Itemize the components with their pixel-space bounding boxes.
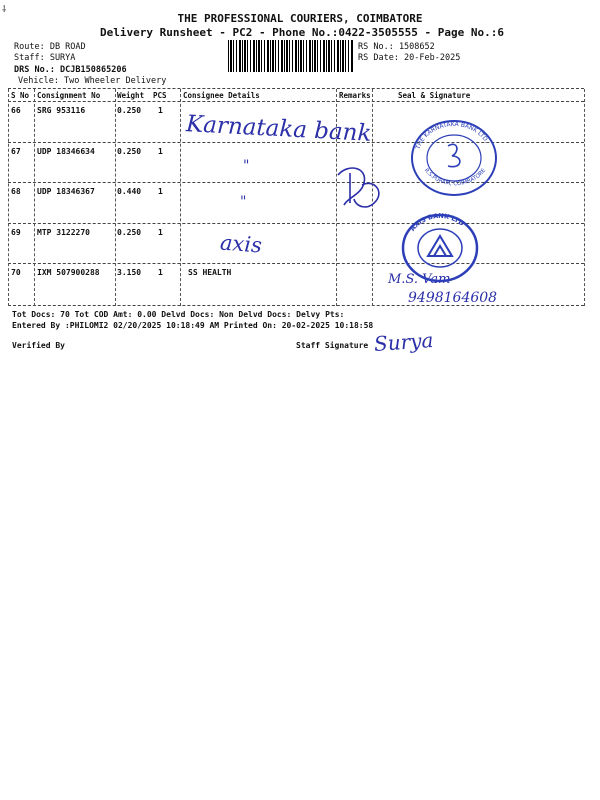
col-header-pcs: PCS xyxy=(153,91,167,100)
row-sno: 67 xyxy=(11,147,21,156)
axis-bank-stamp xyxy=(400,212,480,284)
rs-number: RS No.: 1508652 xyxy=(358,42,435,52)
verified-by-label: Verified By xyxy=(12,341,65,350)
staff-signature-handwritten: Surya xyxy=(373,327,435,357)
table-header-rule xyxy=(8,101,584,102)
entered-line: Entered By :PHILOMI2 02/20/2025 10:18:49 AM Printed On: 20-02-2025 10:18:58 xyxy=(12,321,374,330)
rs-date: RS Date: 20-Feb-2025 xyxy=(358,53,461,63)
row-consignment: SRG 953116 xyxy=(37,106,86,115)
row-consignment: UDP 18346634 xyxy=(37,147,95,156)
signature-scribble xyxy=(328,155,390,217)
row-sno: 66 xyxy=(11,106,21,115)
row-pcs: 1 xyxy=(158,106,163,115)
row-pcs: 1 xyxy=(158,228,163,237)
row-sno: 70 xyxy=(11,268,21,277)
row-weight: 0.440 xyxy=(117,187,142,196)
row-consignment: UDP 18346367 xyxy=(37,187,95,196)
table-bottom-rule xyxy=(8,305,584,306)
col-header-weight: Weight xyxy=(117,91,145,100)
barcode xyxy=(228,40,354,72)
col-header-remarks: Remarks xyxy=(339,91,371,100)
row-pcs: 1 xyxy=(158,147,163,156)
row-weight: 0.250 xyxy=(117,147,142,156)
route-label: Route: DB ROAD xyxy=(14,42,86,52)
row-consignment: MTP 3122270 xyxy=(37,228,90,237)
col-header-consignee: Consignee Details xyxy=(183,91,260,100)
staff-label: Staff: SURYA xyxy=(14,53,76,63)
row-rule xyxy=(8,263,584,264)
handwritten-consignee: Karnataka bank xyxy=(185,111,373,147)
svg-text:THE KARNATAKA BANK LTD.: THE KARNATAKA BANK LTD. xyxy=(414,120,491,151)
handwritten-consignee: axis xyxy=(219,230,263,258)
row-pcs: 1 xyxy=(158,187,163,196)
bank-seal-stamp xyxy=(408,118,500,198)
row-rule xyxy=(8,223,584,224)
column-rule xyxy=(8,89,9,306)
totals-line: Tot Docs: 70 Tot COD Amt: 0.00 Delvd Docs: Non Delvd Docs: Delvy Pts: xyxy=(12,310,345,319)
page-subtitle: Delivery Runsheet - PC2 - Phone No.:0422-3505555 - Page No.:6 xyxy=(100,26,504,39)
row-consignee: SS HEALTH xyxy=(188,268,232,277)
column-rule xyxy=(34,89,35,306)
handwritten-phone: 9498164608 xyxy=(408,290,498,306)
col-header-sno: S No xyxy=(11,91,30,100)
drs-number: DRS No.: DCJB150865206 xyxy=(14,65,127,75)
row-consignment: IXM 507900288 xyxy=(37,268,100,277)
column-rule xyxy=(584,89,585,306)
page-title: THE PROFESSIONAL COURIERS, COIMBATORE xyxy=(177,12,423,25)
corner-mark: ⸸ xyxy=(2,5,7,15)
row-pcs: 1 xyxy=(158,268,163,277)
row-sno: 68 xyxy=(11,187,21,196)
col-header-seal: Seal & Signature xyxy=(398,91,471,100)
svg-text:AXIS BANK LTD: AXIS BANK LTD xyxy=(408,212,466,233)
row-weight: 0.250 xyxy=(117,228,142,237)
vehicle-label: Vehicle: Two Wheeler Delivery xyxy=(18,76,167,86)
handwritten-ditto: " xyxy=(243,158,250,174)
handwritten-signer-name: M.S. Vam xyxy=(388,272,451,287)
svg-text:R.S.PURAM, COIMBATORE: R.S.PURAM, COIMBATORE xyxy=(422,167,488,188)
row-weight: 3.150 xyxy=(117,268,142,277)
column-rule xyxy=(180,89,181,306)
row-sno: 69 xyxy=(11,228,21,237)
column-rule xyxy=(115,89,116,306)
row-weight: 0.250 xyxy=(117,106,142,115)
col-header-consignment: Consignment No xyxy=(37,91,101,100)
handwritten-ditto: " xyxy=(240,194,247,210)
staff-signature-label: Staff Signature xyxy=(296,341,369,350)
table-top-rule xyxy=(8,88,584,89)
